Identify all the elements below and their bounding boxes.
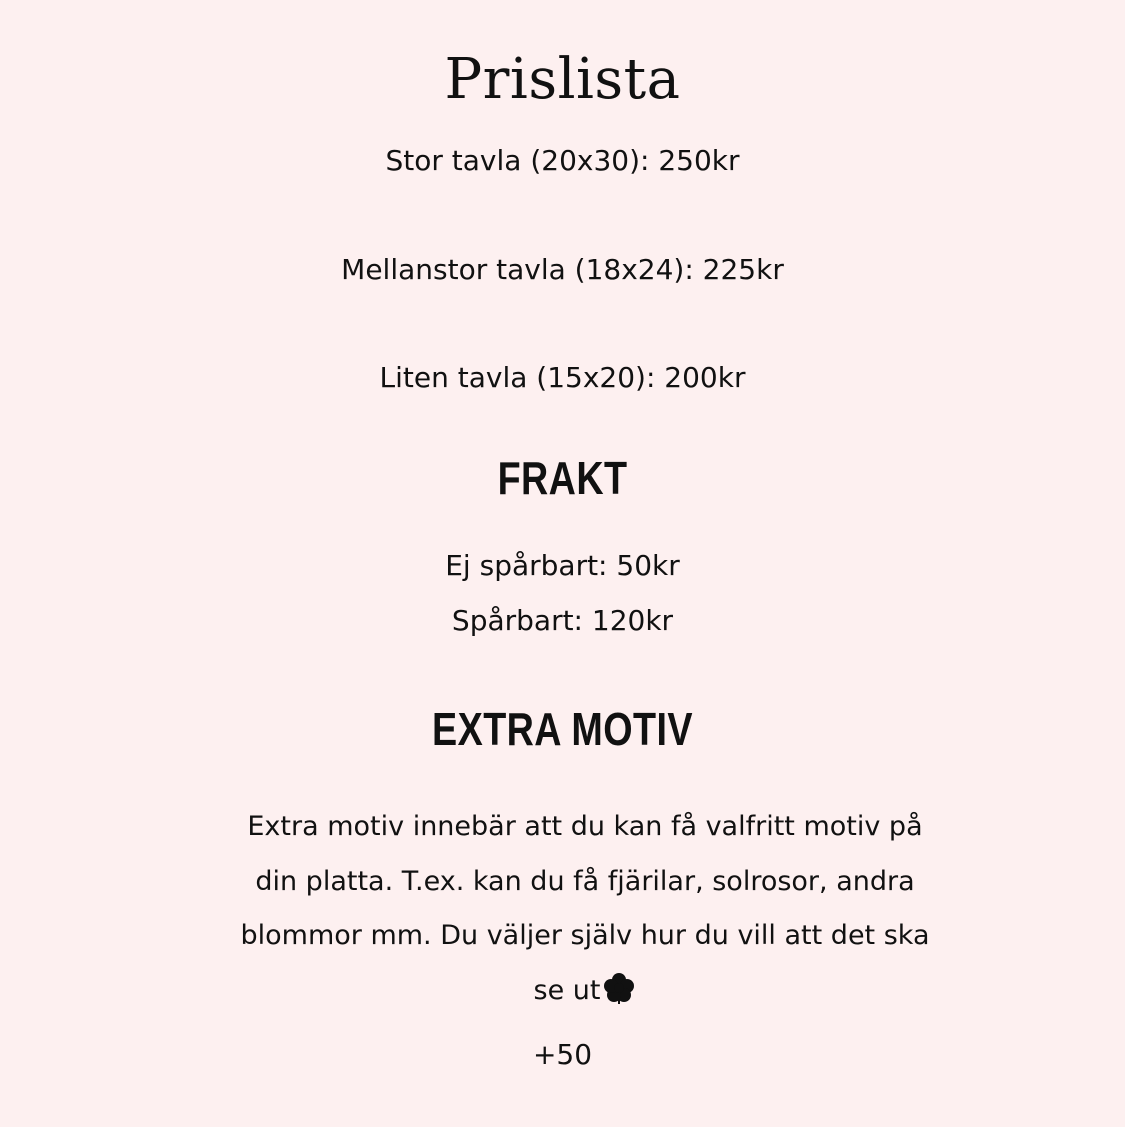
price-large: Stor tavla (20x30): 250kr	[385, 144, 740, 177]
extra-motif-text: Extra motiv innebär att du kan få valfritt motiv på din platta. T.ex. kan du få fjärilar, solrosor, andra blommor mm. Du väljer själv hur du vill att det ska se ut	[240, 811, 930, 1006]
shipping-untracked: Ej spårbart: 50kr	[445, 549, 680, 582]
page-title: Prislista	[444, 47, 681, 112]
price-small: Liten tavla (15x20): 200kr	[379, 361, 746, 394]
extra-motif-description	[240, 800, 930, 1018]
extra-motif-price: +50	[532, 1038, 593, 1071]
flower-icon	[602, 971, 636, 1005]
shipping-heading: FRAKT	[497, 452, 628, 504]
shipping-tracked: Spårbart: 120kr	[451, 604, 674, 637]
price-medium: Mellanstor tavla (18x24): 225kr	[341, 253, 784, 286]
extra-motif-heading: EXTRA MOTIV	[432, 703, 693, 755]
